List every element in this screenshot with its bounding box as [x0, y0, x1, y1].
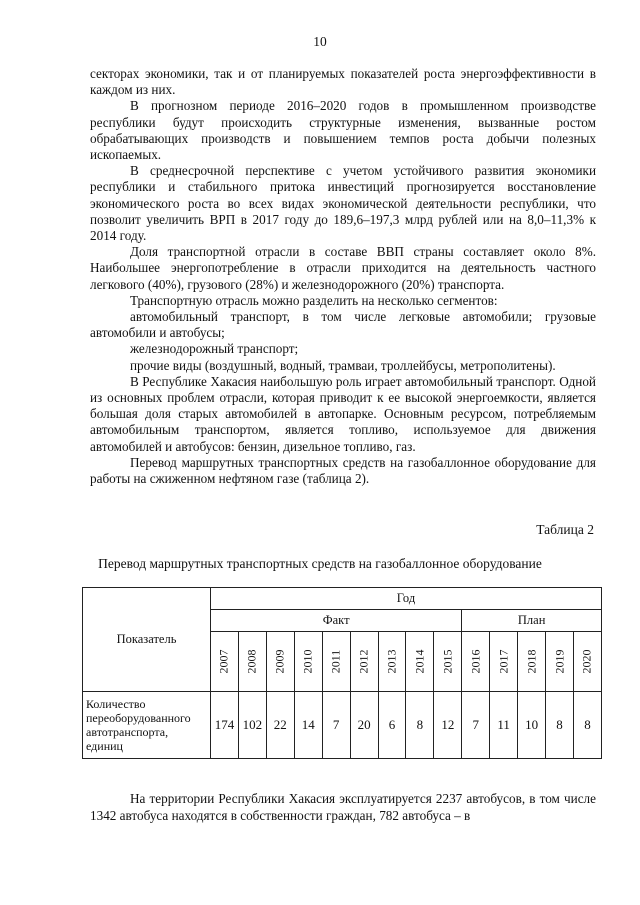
data-table	[82, 587, 602, 759]
paragraph-2: В прогнозном периоде 2016–2020 годов в промышленном производстве республики будут происходить структурные изменения, вызванные ростом обрабатывающих производств и повышением темпов роста добычи полезных ископаемых.	[90, 98, 596, 163]
year-cell: 2016	[468, 649, 483, 674]
value-cell: 20	[350, 692, 378, 759]
value-cell: 6	[378, 692, 406, 759]
year-cell: 2018	[524, 649, 539, 674]
year-cell: 2014	[412, 649, 427, 674]
table-row	[83, 692, 602, 759]
value-cell: 174	[211, 692, 239, 759]
paragraph-7: железнодорожный транспорт;	[130, 341, 299, 357]
paragraph-8: прочие виды (воздушный, водный, трамваи, троллейбусы, метрополитены).	[130, 357, 556, 373]
year-cell: 2015	[440, 649, 455, 674]
year-cell: 2017	[496, 649, 511, 674]
header-indicator: Показатель	[83, 588, 211, 692]
value-cell: 10	[518, 692, 546, 759]
paragraph-4: Доля транспортной отрасли в составе ВВП страны составляет около 8%. Наибольшее энергопотребление в отрасли приходится на деятельность частного легкового (40%), грузового (28%) и железнодорожного (20%) транспорта.	[90, 244, 596, 292]
paragraph-10: Перевод маршрутных транспортных средств на газобаллонное оборудование для работы на сжиженном нефтяном газе (таблица 2).	[90, 454, 596, 487]
year-cell: 2009	[272, 649, 287, 674]
paragraph-3: В среднесрочной перспективе с учетом устойчивого развития экономики республики и стабильного притока инвестиций прогнозируется восстановление экономического роста во всех видах экономической деятельности республики, что позволит увеличить ВРП в 2017 году до 189,6–197,3 млрд рублей или на 8,0–11,3% к 2014 году.	[90, 163, 596, 244]
year-cell: 2013	[384, 649, 399, 674]
paragraph-5: Транспортную отрасль можно разделить на несколько сегментов:	[130, 292, 498, 308]
header-year: Год	[211, 588, 602, 610]
body-text	[90, 66, 596, 487]
year-cell: 2012	[356, 649, 371, 674]
table-caption: Перевод маршрутных транспортных средств на газобаллонное оборудование	[98, 556, 542, 571]
bottom-paragraph: На территории Республики Хакасия эксплуатируется 2237 автобусов, в том числе 1342 автобуса находятся в собственности граждан, 782 автобуса – в	[90, 791, 596, 823]
year-cell: 2019	[552, 649, 567, 674]
row-label: Количество переоборудованного автотранспорта, единиц	[83, 692, 211, 759]
value-cell: 102	[238, 692, 266, 759]
value-cell: 8	[406, 692, 434, 759]
year-cell: 2010	[300, 649, 315, 674]
year-cell: 2011	[328, 649, 343, 674]
year-cell: 2008	[244, 649, 259, 674]
value-cell: 12	[434, 692, 462, 759]
paragraph-1: секторах экономики, так и от планируемых показателей роста энергоэффективности в каждом из них.	[90, 66, 596, 98]
value-cell: 22	[266, 692, 294, 759]
page-number: 10	[313, 34, 327, 49]
year-cell: 2007	[216, 649, 231, 674]
header-fact: Факт	[211, 610, 462, 632]
value-cell: 7	[462, 692, 490, 759]
year-cell: 2020	[579, 649, 594, 674]
value-cell: 7	[322, 692, 350, 759]
header-plan: План	[462, 610, 602, 632]
paragraph-9: В Республике Хакасия наибольшую роль играет автомобильный транспорт. Одной из основных проблем отрасли, которая приводит к ее высокой энергоемкости, является большая доля старых автомобилей в автопарке. Основным ресурсом, потребляемым автомобильным транспортом, является топливо, используемое для движения автомобилей и автобусов: бензин, дизельное топливо, газ.	[90, 373, 596, 454]
value-cell: 14	[294, 692, 322, 759]
bottom-text	[90, 790, 596, 824]
value-cell: 11	[490, 692, 518, 759]
paragraph-6: автомобильный транспорт, в том числе легковые автомобили; грузовые автомобили и автобусы;	[90, 309, 596, 341]
value-cell: 8	[546, 692, 574, 759]
table-label: Таблица 2	[536, 522, 594, 537]
value-cell: 8	[573, 692, 601, 759]
